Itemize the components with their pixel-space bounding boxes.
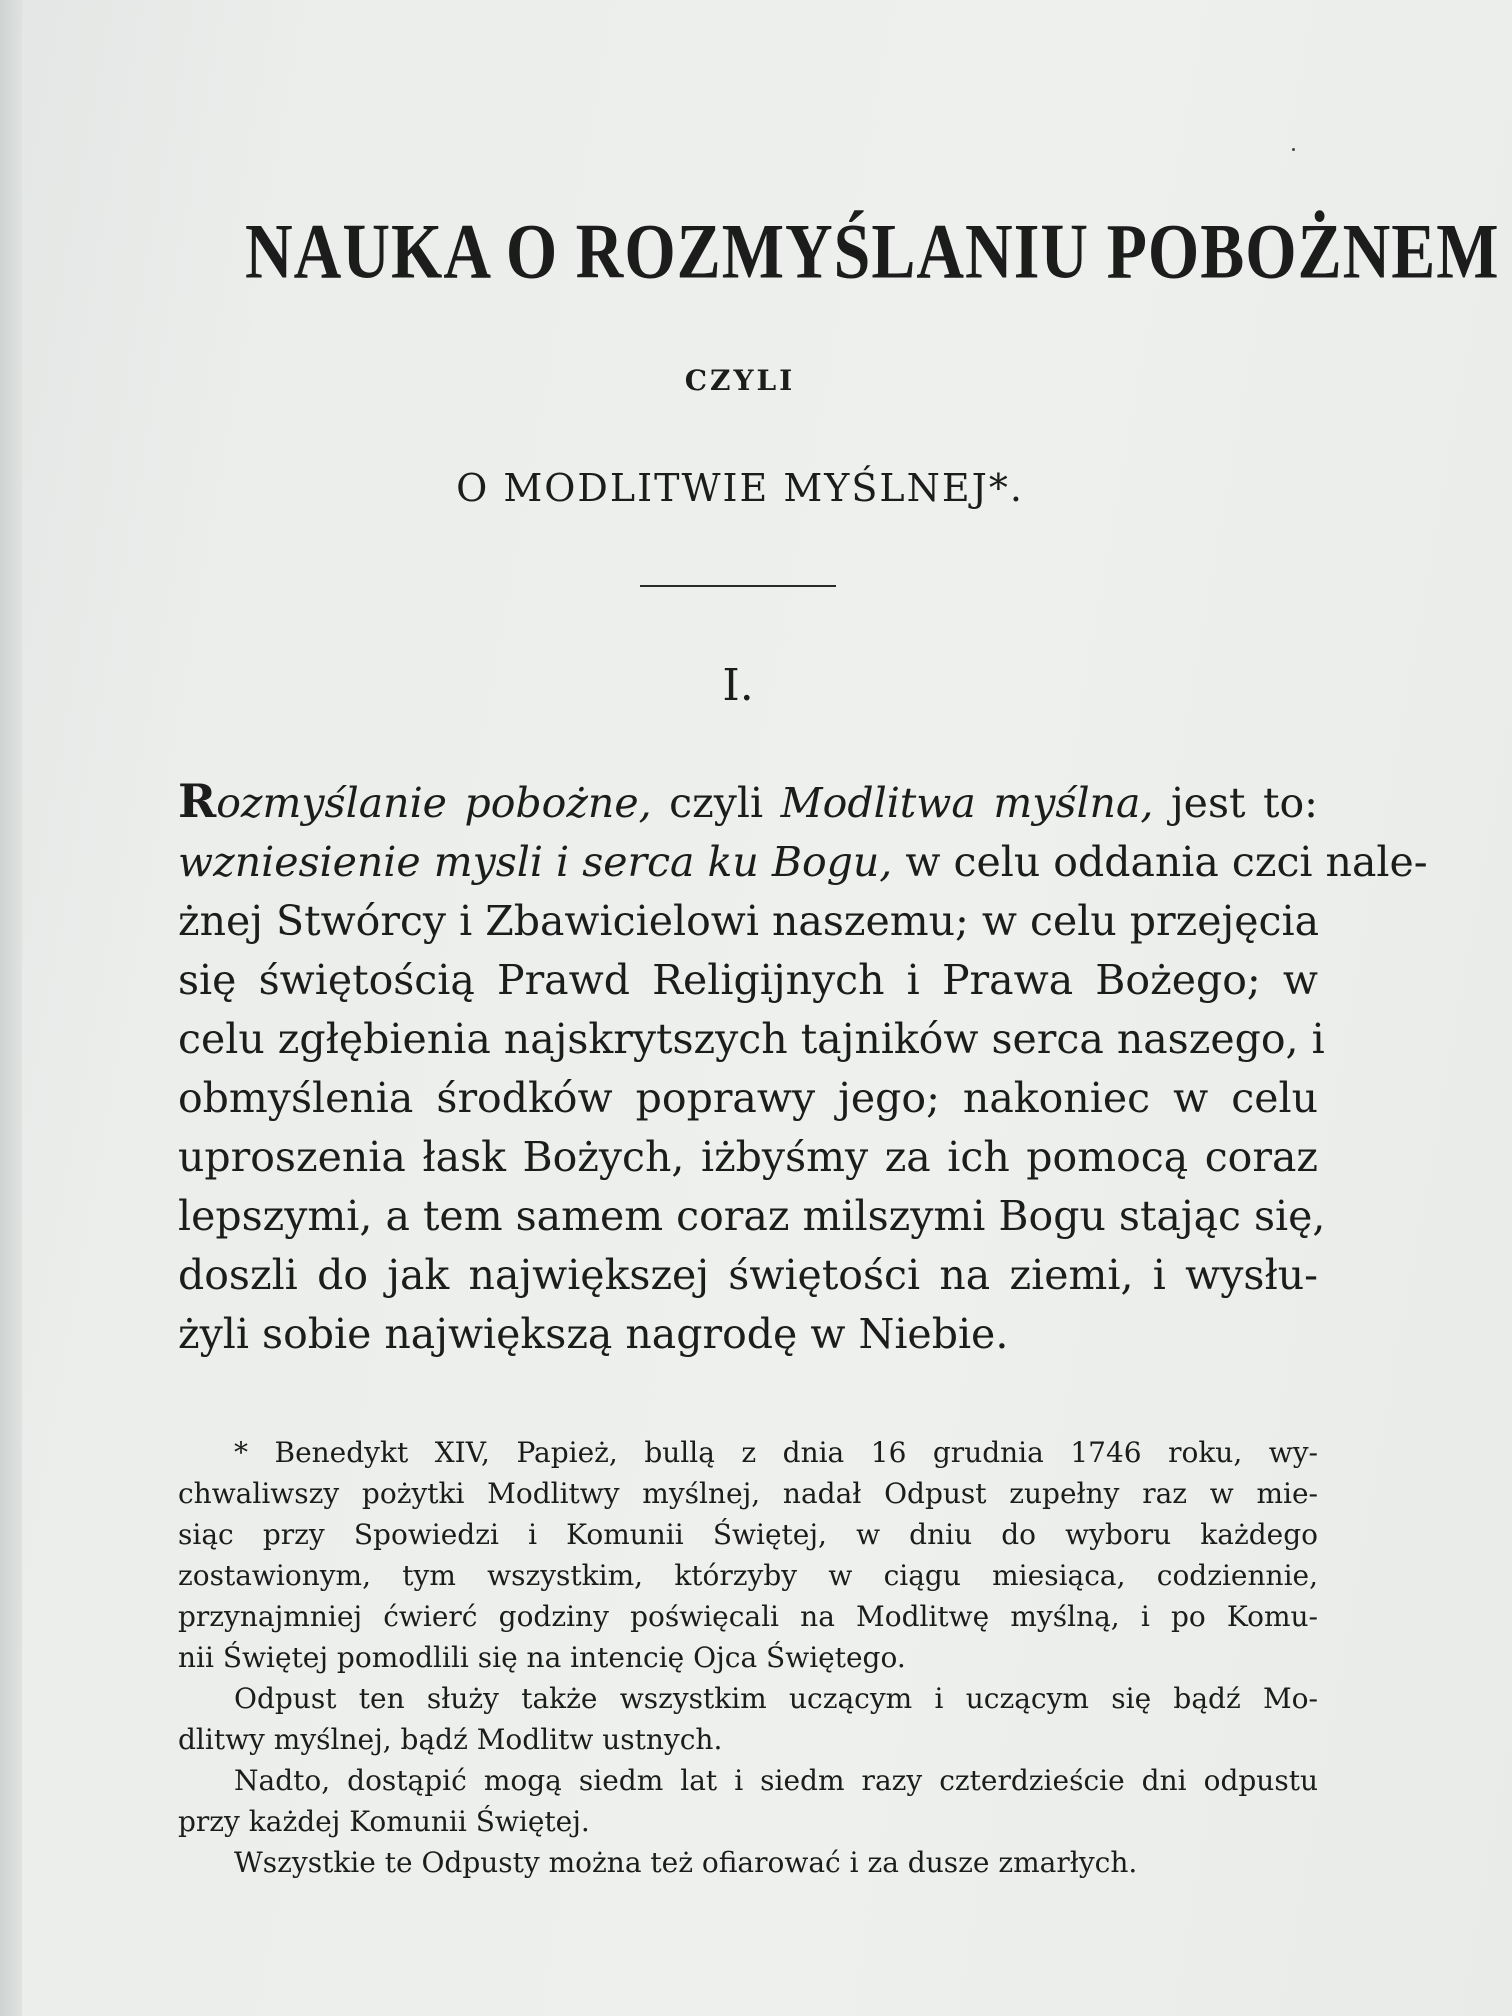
footnote — [178, 1432, 1318, 1883]
body-line: się świętością Prawd Religijnych i Prawa Bożego; w — [178, 956, 1318, 1004]
body-line: lepszymi, a tem samem coraz milszymi Bogu stając się, — [178, 1192, 1326, 1240]
title-connector: CZYLI — [684, 364, 796, 397]
footnote-line: dlitwy myślnej, bądź Modlitw ustnych. — [178, 1723, 723, 1756]
footnote-line: zostawionym, tym wszystkim, którzyby w ciągu miesiąca, codziennie, — [178, 1559, 1318, 1592]
body-line: żyli sobie największą nagrodę w Niebie. — [178, 1310, 1009, 1358]
footnote-line: siąc przy Spowiedzi i Komunii Świętej, w dniu do wyboru każdego — [178, 1518, 1318, 1551]
page-title: NAUKA O ROZMYŚLANIU POBOŻNEM — [245, 209, 1500, 296]
footnote-line: Odpust ten służy także wszystkim uczącym i uczącym się bądź Mo- — [234, 1682, 1318, 1715]
footnote-line: chwaliwszy pożytki Modlitwy myślnej, nadał Odpust zupełny raz w mie- — [178, 1477, 1318, 1510]
body-paragraph — [178, 772, 1428, 1364]
body-line: Rozmyślanie pobożne, czyli Modlitwa myślna, jest to: — [178, 774, 1318, 828]
footnote-line: * Benedykt XIV, Papież, bullą z dnia 16 grudnia 1746 roku, wy- — [234, 1436, 1318, 1469]
section-number: I. — [722, 660, 754, 711]
body-line: wzniesienie mysli i serca ku Bogu, w celu oddania czci nale- — [178, 838, 1428, 886]
ink-speck — [1292, 148, 1295, 151]
body-line: celu zgłębienia najskrytszych tajników serca naszego, i — [178, 1015, 1325, 1063]
footnote-line: przynajmniej ćwierć godziny poświęcali na Modlitwę myślną, i po Komu- — [178, 1600, 1318, 1633]
footnote-line: Nadto, dostąpić mogą siedm lat i siedm razy czterdzieście dni odpustu — [234, 1764, 1318, 1797]
body-line: uproszenia łask Bożych, iżbyśmy za ich pomocą coraz — [178, 1133, 1318, 1181]
section-divider — [640, 585, 836, 587]
footnote-line: nii Świętej pomodlili się na intencię Ojca Świętego. — [178, 1641, 906, 1674]
footnote-line: przy każdej Komunii Świętej. — [178, 1805, 590, 1838]
footnote-line: Wszystkie te Odpusty można też ofiarować i za dusze zmarłych. — [234, 1846, 1138, 1879]
body-line: doszli do jak największej świętości na ziemi, i wysłu- — [178, 1251, 1318, 1299]
drop-cap: R — [178, 774, 217, 828]
subtitle: O MODLITWIE MYŚLNEJ*. — [456, 466, 1024, 510]
body-line: obmyślenia środków poprawy jego; nakoniec w celu — [178, 1074, 1318, 1122]
page-edge — [0, 0, 22, 2016]
body-line: żnej Stwórcy i Zbawicielowi naszemu; w celu przejęcia — [178, 897, 1320, 945]
